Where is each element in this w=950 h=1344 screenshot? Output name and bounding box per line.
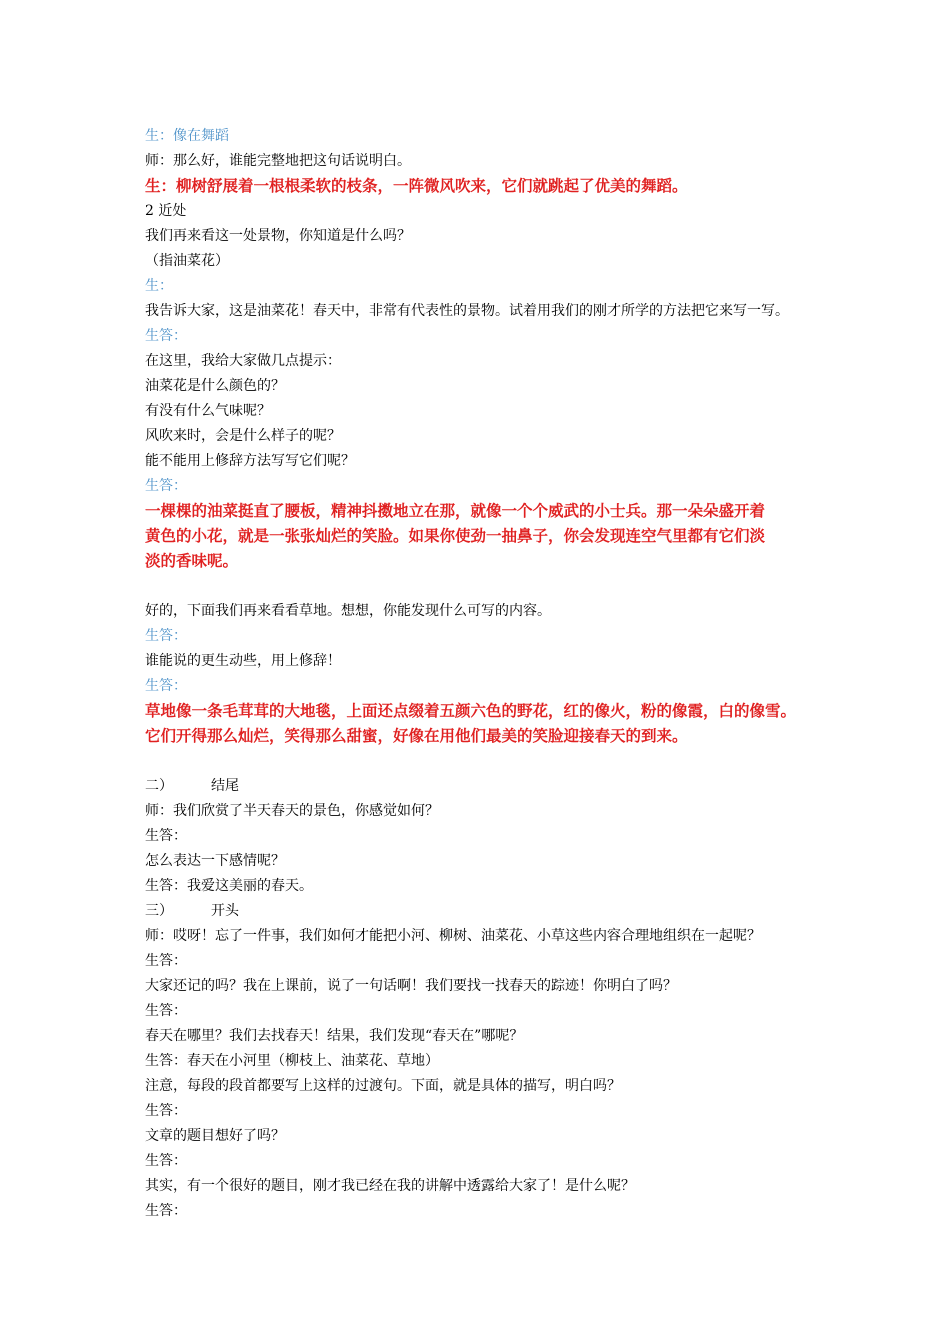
section-number: 三） bbox=[145, 903, 173, 919]
model-answer-line: 黄色的小花，就是一张张灿烂的笑脸。如果你使劲一抽鼻子，你会发现连空气里都有它们淡 bbox=[145, 526, 766, 545]
model-answer-line: 淡的香味呢。 bbox=[145, 551, 239, 570]
student-answer-label: 生答： bbox=[145, 1003, 187, 1019]
student-answer-label: 生答： bbox=[145, 953, 187, 969]
student-answer-label: 生答： bbox=[145, 828, 187, 844]
student-answer-label: 生答： bbox=[145, 628, 187, 644]
teacher-line: 师：哎呀！忘了一件事，我们如何才能把小河、柳树、油菜花、小草这些内容合理地组织在一起呢？ bbox=[145, 928, 761, 944]
student-answer-label: 生答： bbox=[145, 478, 187, 494]
section-heading-ending bbox=[145, 776, 865, 796]
teacher-line: 师：我们欣赏了半天春天的景色，你感觉如何？ bbox=[145, 803, 439, 819]
student-answer-label: 生答： bbox=[145, 1153, 187, 1169]
model-answer-line: 它们开得那么灿烂，笑得那么甜蜜，好像在用他们最美的笑脸迎接春天的到来。 bbox=[145, 726, 688, 745]
teacher-line: 师：那么好，谁能完整地把这句话说明白。 bbox=[145, 153, 411, 169]
student-answer-line: 生答：春天在小河里（柳枝上、油菜花、草地） bbox=[145, 1053, 439, 1069]
text-line: （指油菜花） bbox=[145, 253, 229, 269]
hint-line: 油菜花是什么颜色的？ bbox=[145, 378, 285, 394]
section-title: 开头 bbox=[211, 903, 239, 919]
student-answer-label: 生答： bbox=[145, 678, 187, 694]
subheading: 2 近处 bbox=[145, 203, 187, 219]
student-answer-label: 生答： bbox=[145, 328, 187, 344]
student-answer-label: 生答： bbox=[145, 1203, 187, 1219]
text-line: 文章的题目想好了吗？ bbox=[145, 1128, 285, 1144]
student-line: 生：像在舞蹈 bbox=[145, 128, 229, 144]
text-line: 怎么表达一下感情呢？ bbox=[145, 853, 285, 869]
student-answer-label: 生答： bbox=[145, 1103, 187, 1119]
text-line: 其实，有一个很好的题目，刚才我已经在我的讲解中透露给大家了！是什么呢？ bbox=[145, 1178, 635, 1194]
model-answer-line: 草地像一条毛茸茸的大地毯，上面还点缀着五颜六色的野花，红的像火，粉的像霞，白的像雪。 bbox=[145, 701, 797, 720]
model-answer-line: 一棵棵的油菜挺直了腰板，精神抖擞地立在那，就像一个个威武的小士兵。那一朵朵盛开着 bbox=[145, 501, 766, 520]
student-line: 生： bbox=[145, 278, 173, 294]
model-answer-line: 生：柳树舒展着一根根柔软的枝条，一阵微风吹来，它们就跳起了优美的舞蹈。 bbox=[145, 176, 688, 195]
text-line: 我们再来看这一处景物，你知道是什么吗？ bbox=[145, 228, 411, 244]
text-line: 谁能说的更生动些，用上修辞！ bbox=[145, 653, 341, 669]
text-line: 在这里，我给大家做几点提示： bbox=[145, 353, 341, 369]
hint-line: 有没有什么气味呢？ bbox=[145, 403, 271, 419]
text-line: 春天在哪里？我们去找春天！结果，我们发现“春天在”哪呢？ bbox=[145, 1028, 524, 1044]
student-answer-line: 生答：我爱这美丽的春天。 bbox=[145, 878, 313, 894]
section-heading-opening bbox=[145, 901, 865, 921]
text-line: 注意，每段的段首都要写上这样的过渡句。下面，就是具体的描写，明白吗？ bbox=[145, 1078, 621, 1094]
text-line: 好的，下面我们再来看看草地。想想，你能发现什么可写的内容。 bbox=[145, 603, 551, 619]
hint-line: 风吹来时，会是什么样子的呢？ bbox=[145, 428, 341, 444]
text-line: 大家还记的吗？我在上课前，说了一句话啊！我们要找一找春天的踪迹！你明白了吗？ bbox=[145, 978, 677, 994]
section-title: 结尾 bbox=[211, 778, 239, 794]
section-number: 二） bbox=[145, 778, 173, 794]
text-line: 我告诉大家，这是油菜花！春天中，非常有代表性的景物。试着用我们的刚才所学的方法把它来写一写。 bbox=[145, 303, 789, 319]
hint-line: 能不能用上修辞方法写写它们呢？ bbox=[145, 453, 355, 469]
